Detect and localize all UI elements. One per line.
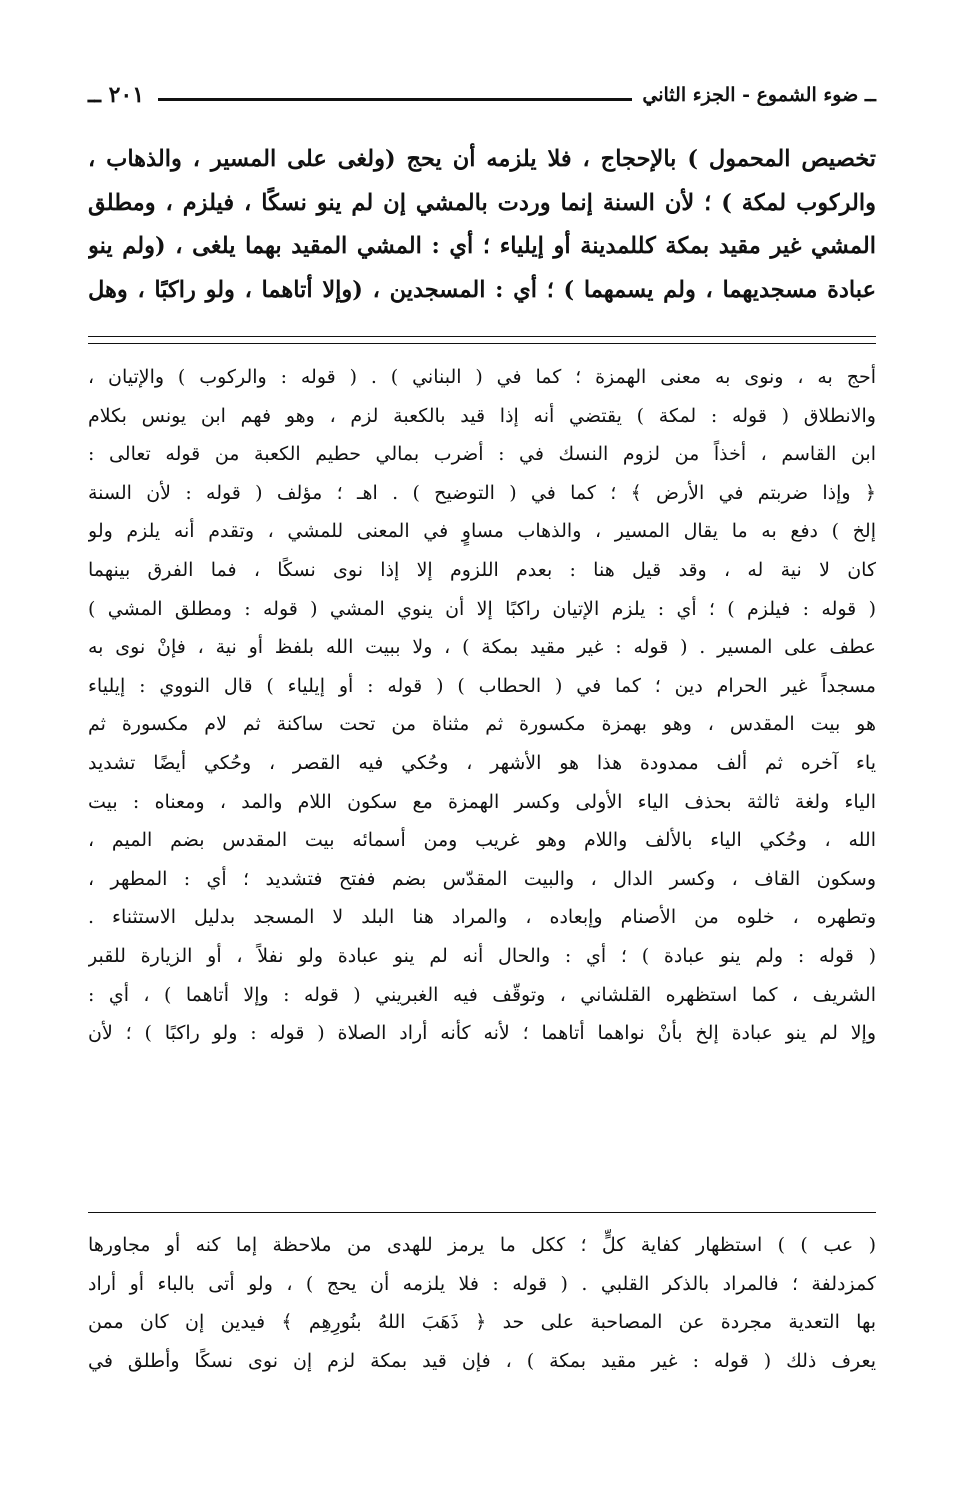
commentary-line: والانطلاق ( قوله : لمكة ) يقتضي أنه إذا قيد بالكعبة لزم ، وهو فهم ابن يونس بكلام	[88, 404, 876, 427]
commentary-line: الياء ولغة ثالثة بحذف الياء الأولى وكسر الهمزة مع سكون اللام والمد ، ومعناه : بيت	[88, 790, 876, 813]
double-divider	[88, 336, 876, 344]
running-header	[88, 84, 876, 112]
commentary-line: ﴿ وإذا ضربتم في الأرض ﴾ ؛ كما في ( التوضيح ) . اهـ ؛ مؤلف ( قوله : لأن السنة	[88, 481, 876, 504]
commentary-line: إلخ ) دفع به ما يقال المسير ، والذهاب مساوٍ في المعنى للمشي ، وتقدم أنه يلزم ولو	[88, 520, 876, 543]
main-text	[88, 138, 876, 312]
commentary-line: كان لا نية له ، وقد قيل هنا : بعدم اللزوم إلا إذا نوى نسكًا ، فما الفرق بينهما	[88, 558, 876, 581]
page-number: ٢٠١ ــ	[88, 82, 145, 108]
footnote-line: ( عب ) ) استظهار كفاية كلٍّ ؛ ككل ما يرمز للهدى من ملاحظة إما كنه أو مجاورها	[88, 1234, 876, 1256]
main-line: المشي غير مقيد بمكة كللمدينة أو إيلياء ؛ أي : المشي المقيد بهما يلغى ، (ولم ينو	[88, 233, 876, 259]
commentary-line: وسكون القاف ، وكسر الدال ، والبيت المقدّس بضم ففتح فتشديد ؛ أي : المطهر ،	[88, 867, 876, 890]
main-line: عبادة مسجديهما ، ولم يسمهما ) ؛ أي : المسجدين ، (وإلا أتاهما ، ولو راكبًا ، وهل	[88, 276, 876, 303]
footnote-line: يعرف ذلك ( قوله : غير مقيد بمكة ) ، فإن قيد بمكة لزم إن نوى نسكًا وأطلق في	[88, 1349, 876, 1372]
commentary-line: هو بيت المقدس ، وهو بهمزة مكسورة ثم مثناة من تحت ساكنة ثم لام مكسورة ثم	[88, 713, 876, 736]
commentary-line: الشريف ، كما استظهره القلشاني ، وتوقّف فيه الغبريني ( قوله : وإلا أتاهما ) ، أي :	[88, 983, 876, 1006]
main-line: والركوب لمكة ) ؛ لأن السنة إنما وردت بالمشي إن لم ينو نسكًا ، فيلزم ، ومطلق	[88, 189, 876, 216]
main-line: تخصيص المحمول ) بالإحجاج ، فلا يلزمه أن يحج (ولغى على المسير ، والذهاب ،	[88, 146, 876, 172]
commentary-line: ( قوله : ولم ينو عبادة ) ؛ أي : والحال أنه لم ينو عبادة ولو نفلاً ، أو الزيارة للقبر	[88, 944, 876, 967]
header-rule	[158, 98, 632, 101]
commentary-text	[88, 358, 876, 1053]
commentary-line: وإلا لم ينو عبادة إلخ بأنْ نواهما أتاهما ؛ لأنه كأنه أراد الصلاة ( قوله : ولو راكبًا ) ؛ لأن	[88, 1022, 876, 1045]
book-title: ــ ضوء الشموع - الجزء الثاني	[642, 84, 876, 106]
commentary-line: ( قوله : فيلزم ) ؛ أي : يلزم الإتيان راكبًا إلا أن ينوي المشي ( قوله : ومطلق المشي )	[88, 597, 876, 620]
commentary-line: ابن القاسم ، أخذاً من لزوم النسك في : أضرب بمالي حطيم الكعبة من قوله تعالى :	[88, 443, 876, 466]
footnote-line: بها التعدية مجردة عن المصاحبة على حد ﴿ ذَهَبَ اللهُ بنُورِهِم ﴾ فيدين إن كان ممن	[88, 1311, 876, 1334]
commentary-line: أحج به ، ونوى به معنى الهمزة ؛ كما في ( البناني ) . ( قوله : والركوب ) والإتيان ،	[88, 366, 876, 388]
footnote-text	[88, 1226, 876, 1380]
footnote-divider	[88, 1212, 876, 1213]
commentary-line: ياء آخره ثم ألف ممدودة هذا هو الأشهر ، وحُكي فيه القصر ، وحُكي أيضًا تشديد	[88, 751, 876, 774]
commentary-line: وتطهره ، خلوه من الأصنام وإبعاده ، والمراد هنا البلد لا المسجد بدليل الاستثناء .	[88, 906, 876, 929]
commentary-line: مسجداً غير الحرام دين ؛ كما في ( الحطاب ) ( قوله : أو إيلياء ) قال النووي : إيلياء	[88, 674, 876, 697]
footnote-line: كمزدلفة ؛ فالمراد بالذكر القلبي . ( قوله : فلا يلزمه أن يحج ) ، ولو أتى بالباء أو أراد	[88, 1272, 876, 1295]
commentary-line: الله ، وحُكي الياء بالألف واللام وهو غريب ومن أسمائه بيت المقدس بضم الميم ،	[88, 829, 876, 852]
commentary-line: عطف على المسير . ( قوله : غير مقيد بمكة ) ، ولا ببيت الله بلفظ أو نية ، فإنْ نوى به	[88, 636, 876, 659]
